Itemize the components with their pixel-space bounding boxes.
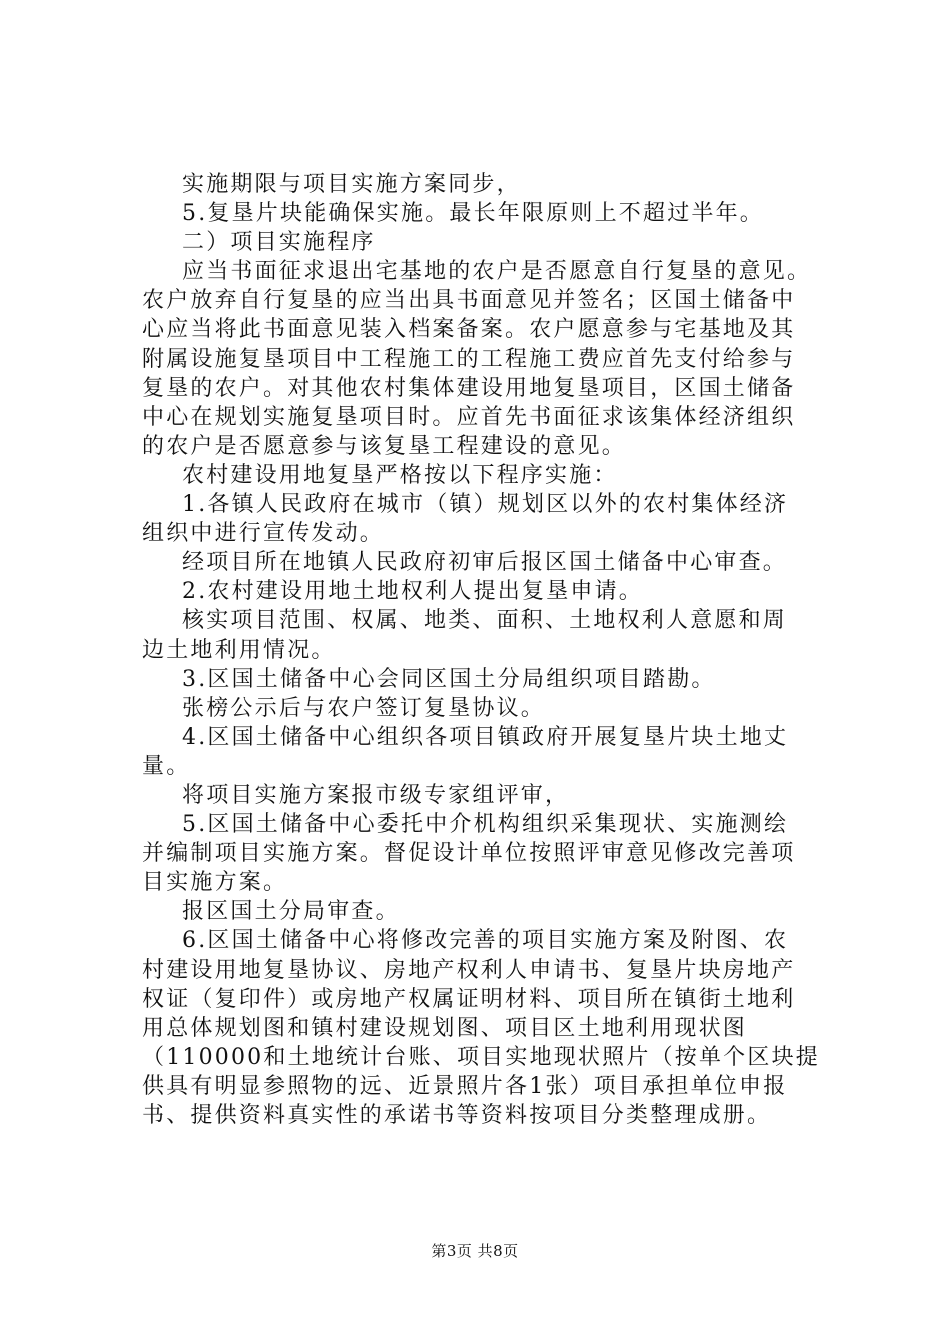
- text-line: 应当书面征求退出宅基地的农户是否愿意自行复垦的意见。: [182, 259, 812, 285]
- text-line: 目实施方案。: [142, 870, 288, 896]
- text-line: 二）项目实施程序: [182, 230, 376, 256]
- text-line: 附属设施复垦项目中工程施工的工程施工费应首先支付给参与: [142, 346, 796, 372]
- body-text: [142, 170, 842, 1130]
- text-line: 将项目实施方案报市级专家组评审，: [182, 782, 570, 808]
- text-line: 并编制项目实施方案。督促设计单位按照评审意见修改完善项: [142, 841, 796, 867]
- page-footer: 第3页 共8页: [431, 1242, 519, 1260]
- text-line: 村建设用地复垦协议、房地产权利人申请书、复垦片块房地产: [142, 957, 796, 983]
- text-line: 的农户是否愿意参与该复垦工程建设的意见。: [142, 433, 627, 459]
- text-line: 报区国土分局审查。: [182, 899, 400, 925]
- text-line: （110000和土地统计台账、项目实地现状照片（按单个区块提: [142, 1044, 820, 1070]
- text-line: 心应当将此书面意见装入档案备案。农户愿意参与宅基地及其: [142, 317, 796, 343]
- text-line: 5.复垦片块能确保实施。最长年限原则上不超过半年。: [182, 201, 764, 227]
- text-line: 1.各镇人民政府在城市（镇）规划区以外的农村集体经济: [182, 492, 789, 518]
- text-line: 量。: [142, 753, 191, 779]
- text-line: 2.农村建设用地土地权利人提出复垦申请。: [182, 579, 643, 605]
- text-line: 经项目所在地镇人民政府初审后报区国土储备中心审查。: [182, 550, 788, 576]
- text-line: 组织中进行宣传发动。: [142, 521, 385, 547]
- text-line: 张榜公示后与农户签订复垦协议。: [182, 695, 546, 721]
- text-line: 中心在规划实施复垦项目时。应首先书面征求该集体经济组织: [142, 404, 796, 430]
- text-line: 5.区国土储备中心委托中介机构组织采集现状、实施测绘: [182, 812, 789, 838]
- text-line: 实施期限与项目实施方案同步，: [182, 172, 521, 197]
- text-line: 农户放弃自行复垦的应当出具书面意见并签名；区国土储备中: [142, 288, 796, 314]
- text-line: 核实项目范围、权属、地类、面积、土地权利人意愿和周: [182, 608, 788, 634]
- text-line: 6.区国土储备中心将修改完善的项目实施方案及附图、农: [182, 928, 789, 954]
- text-line: 权证（复印件）或房地产权属证明材料、项目所在镇街土地利: [142, 986, 796, 1012]
- text-line: 3.区国土储备中心会同区国土分局组织项目踏勘。: [182, 666, 716, 692]
- text-line: 复垦的农户。对其他农村集体建设用地复垦项目，区国土储备: [142, 375, 796, 401]
- text-line: 边土地利用情况。: [142, 637, 336, 663]
- text-line: 用总体规划图和镇村建设规划图、项目区土地利用现状图: [142, 1015, 748, 1041]
- text-line: 书、提供资料真实性的承诺书等资料按项目分类整理成册。: [142, 1103, 772, 1128]
- text-line: 供具有明显参照物的远、近景照片各1张）项目承担单位申报: [142, 1073, 788, 1099]
- text-line: 农村建设用地复垦严格按以下程序实施：: [182, 462, 618, 488]
- text-line: 4.区国土储备中心组织各项目镇政府开展复垦片块土地丈: [182, 724, 789, 750]
